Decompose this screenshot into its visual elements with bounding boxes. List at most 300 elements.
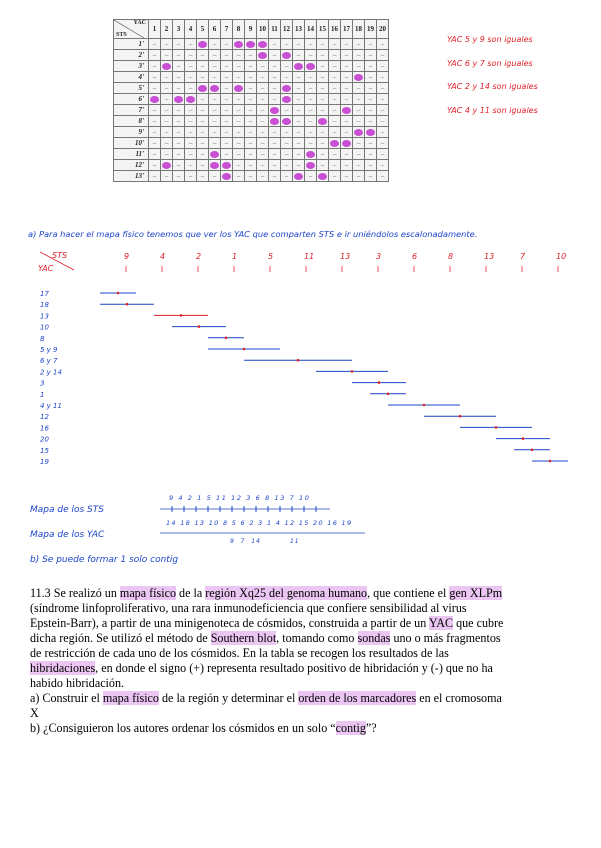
- positive-dot: [210, 162, 219, 169]
- positive-dot: [222, 173, 231, 180]
- sts-hit-marker: [243, 348, 246, 351]
- sts-hit-marker: [297, 359, 300, 362]
- negative-cell: –: [317, 160, 329, 171]
- negative-cell: –: [305, 50, 317, 61]
- negative-cell: –: [245, 61, 257, 72]
- yac-row-label: 5 y 9: [40, 346, 58, 354]
- yac-row-label: 18: [40, 301, 49, 310]
- negative-cell: –: [257, 116, 269, 127]
- negative-cell: –: [293, 138, 305, 149]
- negative-cell: –: [377, 138, 389, 149]
- negative-cell: –: [161, 138, 173, 149]
- row-header: 1': [114, 39, 149, 50]
- problem-line-9: X: [30, 706, 39, 720]
- column-header: 9: [245, 20, 257, 39]
- negative-cell: –: [341, 83, 353, 94]
- negative-cell: –: [281, 171, 293, 182]
- sts-order-label: 6: [412, 252, 418, 261]
- negative-cell: –: [209, 171, 221, 182]
- negative-cell: –: [233, 171, 245, 182]
- positive-cell: [341, 138, 353, 149]
- hybridization-table: [113, 19, 389, 182]
- positive-dot: [306, 63, 315, 70]
- yac-row-label: 19: [40, 458, 49, 466]
- negative-cell: –: [149, 72, 161, 83]
- negative-cell: –: [353, 94, 365, 105]
- positive-dot: [198, 85, 207, 92]
- problem-line-3: [30, 616, 590, 631]
- column-header: 2: [161, 20, 173, 39]
- problem-line-8: [30, 691, 590, 706]
- text: en el cromosoma: [416, 691, 502, 705]
- negative-cell: –: [149, 171, 161, 182]
- negative-cell: –: [209, 105, 221, 116]
- column-header: 8: [233, 20, 245, 39]
- negative-cell: –: [149, 83, 161, 94]
- negative-cell: –: [233, 160, 245, 171]
- column-header: 7: [221, 20, 233, 39]
- problem-line-7: habido hibridación.: [30, 676, 125, 690]
- negative-cell: –: [149, 160, 161, 171]
- negative-cell: –: [209, 116, 221, 127]
- positive-dot: [258, 41, 267, 48]
- negative-cell: –: [305, 83, 317, 94]
- negative-cell: –: [209, 39, 221, 50]
- positive-cell: [305, 160, 317, 171]
- sts-order-label: 3: [376, 252, 382, 261]
- negative-cell: –: [341, 149, 353, 160]
- positive-cell: [281, 83, 293, 94]
- positive-dot: [234, 41, 243, 48]
- positive-cell: [353, 72, 365, 83]
- sts-hit-marker: [531, 449, 534, 452]
- negative-cell: –: [185, 138, 197, 149]
- negative-cell: –: [281, 138, 293, 149]
- positive-cell: [233, 83, 245, 94]
- negative-cell: –: [161, 72, 173, 83]
- negative-cell: –: [173, 83, 185, 94]
- table-row: [114, 171, 389, 182]
- positive-cell: [245, 39, 257, 50]
- yac-row-label: 20: [40, 435, 49, 444]
- negative-cell: –: [185, 39, 197, 50]
- positive-cell: [305, 149, 317, 160]
- positive-dot: [282, 52, 291, 59]
- table-corner: [114, 20, 149, 39]
- sts-hit-marker: [117, 292, 120, 295]
- negative-cell: –: [269, 160, 281, 171]
- positive-cell: [353, 127, 365, 138]
- negative-cell: –: [377, 72, 389, 83]
- positive-dot: [294, 63, 303, 70]
- sts-hit-marker: [459, 415, 462, 418]
- positive-dot: [330, 140, 339, 147]
- negative-cell: –: [197, 116, 209, 127]
- negative-cell: –: [233, 94, 245, 105]
- negative-cell: –: [281, 149, 293, 160]
- negative-cell: –: [257, 72, 269, 83]
- text: Epstein-Barr), a partir de una minigenoteca de cósmidos, construida a partir de un: [30, 616, 429, 630]
- positive-dot: [282, 96, 291, 103]
- section-a-text: a) Para hacer el mapa físico tenemos que ver los YAC que comparten STS e ir uniéndolos escalonadamente.: [28, 229, 478, 239]
- negative-cell: –: [197, 138, 209, 149]
- corner-yac-label: YAC: [133, 20, 146, 26]
- negative-cell: –: [161, 149, 173, 160]
- negative-cell: –: [281, 39, 293, 50]
- negative-cell: –: [293, 72, 305, 83]
- sts-hit-marker: [549, 460, 552, 463]
- positive-dot: [210, 85, 219, 92]
- column-header: 10: [257, 20, 269, 39]
- negative-cell: –: [221, 50, 233, 61]
- column-header: 1: [149, 20, 161, 39]
- negative-cell: –: [161, 83, 173, 94]
- negative-cell: –: [353, 61, 365, 72]
- negative-cell: –: [329, 94, 341, 105]
- text: b) ¿Consiguieron los autores ordenar los cósmidos en un solo “: [30, 721, 336, 735]
- negative-cell: –: [173, 160, 185, 171]
- negative-cell: –: [353, 160, 365, 171]
- negative-cell: –: [185, 50, 197, 61]
- positive-dot: [186, 96, 195, 103]
- negative-cell: –: [365, 138, 377, 149]
- yac-row-label: 2 y 14: [40, 368, 62, 377]
- table-header-row: [114, 20, 389, 39]
- column-header: 12: [281, 20, 293, 39]
- sts-hit-marker: [522, 437, 525, 440]
- text: 11.3 Se realizó un: [30, 586, 120, 600]
- row-header: 6': [114, 94, 149, 105]
- negative-cell: –: [185, 171, 197, 182]
- negative-cell: –: [341, 50, 353, 61]
- negative-cell: –: [257, 138, 269, 149]
- positive-dot: [174, 96, 183, 103]
- table-row: [114, 138, 389, 149]
- negative-cell: –: [245, 149, 257, 160]
- negative-cell: –: [233, 105, 245, 116]
- positive-dot: [282, 85, 291, 92]
- row-header: 8': [114, 116, 149, 127]
- positive-dot: [318, 173, 327, 180]
- negative-cell: –: [173, 39, 185, 50]
- positive-dot: [258, 52, 267, 59]
- negative-cell: –: [329, 127, 341, 138]
- negative-cell: –: [317, 39, 329, 50]
- negative-cell: –: [245, 105, 257, 116]
- row-header: 12': [114, 160, 149, 171]
- positive-cell: [329, 138, 341, 149]
- text: de la: [176, 586, 206, 600]
- negative-cell: –: [173, 171, 185, 182]
- highlight: gen XLPm: [449, 586, 503, 600]
- negative-cell: –: [353, 149, 365, 160]
- problem-line-6: [30, 661, 590, 676]
- negative-cell: –: [377, 50, 389, 61]
- negative-cell: –: [269, 149, 281, 160]
- table-body: [114, 39, 389, 182]
- negative-cell: –: [341, 39, 353, 50]
- table-row: [114, 116, 389, 127]
- positive-dot: [306, 162, 315, 169]
- positive-dot: [150, 96, 159, 103]
- negative-cell: –: [245, 138, 257, 149]
- text: dicha región. Se utilizó el método de: [30, 631, 211, 645]
- positive-cell: [197, 83, 209, 94]
- column-header: 19: [365, 20, 377, 39]
- sts-hit-marker: [378, 381, 381, 384]
- row-header: 5': [114, 83, 149, 94]
- negative-cell: –: [329, 171, 341, 182]
- text: de la región y determinar el: [158, 691, 299, 705]
- negative-cell: –: [149, 116, 161, 127]
- negative-cell: –: [281, 61, 293, 72]
- negative-cell: –: [365, 94, 377, 105]
- negative-cell: –: [173, 61, 185, 72]
- negative-cell: –: [353, 116, 365, 127]
- sts-hit-marker: [126, 303, 129, 306]
- column-header: 3: [173, 20, 185, 39]
- positive-cell: [305, 61, 317, 72]
- negative-cell: –: [221, 39, 233, 50]
- negative-cell: –: [281, 160, 293, 171]
- negative-cell: –: [257, 149, 269, 160]
- positive-dot: [294, 173, 303, 180]
- negative-cell: –: [341, 160, 353, 171]
- negative-cell: –: [233, 72, 245, 83]
- negative-cell: –: [305, 116, 317, 127]
- negative-cell: –: [305, 94, 317, 105]
- negative-cell: –: [197, 149, 209, 160]
- map-yac-axis: [160, 528, 370, 538]
- positive-dot: [222, 162, 231, 169]
- negative-cell: –: [329, 72, 341, 83]
- negative-cell: –: [317, 127, 329, 138]
- text: , que contiene el: [367, 586, 450, 600]
- positive-cell: [281, 50, 293, 61]
- negative-cell: –: [245, 83, 257, 94]
- negative-cell: –: [365, 116, 377, 127]
- negative-cell: –: [353, 39, 365, 50]
- map-sts-axis: [160, 504, 360, 514]
- positive-cell: [257, 50, 269, 61]
- negative-cell: –: [149, 149, 161, 160]
- note-1: YAC 5 y 9 son iguales: [447, 35, 533, 44]
- negative-cell: –: [365, 160, 377, 171]
- column-header: 20: [377, 20, 389, 39]
- text: , tomando como: [276, 631, 358, 645]
- negative-cell: –: [293, 116, 305, 127]
- negative-cell: –: [185, 105, 197, 116]
- table-row: [114, 160, 389, 171]
- table-row: [114, 83, 389, 94]
- negative-cell: –: [377, 149, 389, 160]
- negative-cell: –: [365, 39, 377, 50]
- text: uno o más fragmentos: [390, 631, 501, 645]
- negative-cell: –: [281, 105, 293, 116]
- positive-dot: [282, 118, 291, 125]
- positive-cell: [233, 39, 245, 50]
- sts-order-label: 5: [268, 252, 274, 261]
- negative-cell: –: [161, 116, 173, 127]
- negative-cell: –: [209, 127, 221, 138]
- positive-dot: [270, 107, 279, 114]
- negative-cell: –: [269, 94, 281, 105]
- negative-cell: –: [305, 105, 317, 116]
- sts-order-label: 8: [448, 252, 454, 261]
- negative-cell: –: [245, 160, 257, 171]
- text: ”?: [365, 721, 377, 735]
- negative-cell: –: [365, 83, 377, 94]
- negative-cell: –: [197, 94, 209, 105]
- table-row: [114, 61, 389, 72]
- positive-dot: [198, 41, 207, 48]
- negative-cell: –: [353, 171, 365, 182]
- negative-cell: –: [173, 72, 185, 83]
- positive-cell: [149, 94, 161, 105]
- negative-cell: –: [377, 94, 389, 105]
- negative-cell: –: [329, 50, 341, 61]
- negative-cell: –: [173, 149, 185, 160]
- negative-cell: –: [269, 138, 281, 149]
- positive-dot: [162, 162, 171, 169]
- text: a) Construir el: [30, 691, 103, 705]
- problem-line-4: [30, 631, 590, 646]
- highlight: región Xq25 del genoma humano: [205, 586, 368, 600]
- positive-cell: [317, 171, 329, 182]
- negative-cell: –: [269, 171, 281, 182]
- negative-cell: –: [341, 61, 353, 72]
- negative-cell: –: [269, 83, 281, 94]
- negative-cell: –: [233, 127, 245, 138]
- negative-cell: –: [233, 138, 245, 149]
- negative-cell: –: [329, 39, 341, 50]
- negative-cell: –: [377, 83, 389, 94]
- map-sts-values: 9 4 2 1 5 11 12 3 6 8 13 7 10: [169, 494, 311, 502]
- positive-cell: [293, 171, 305, 182]
- section-b-text: b) Se puede formar 1 solo contig: [30, 555, 179, 565]
- column-header: 5: [197, 20, 209, 39]
- column-header: 14: [305, 20, 317, 39]
- positive-dot: [306, 151, 315, 158]
- corner-sts-label: STS: [116, 32, 127, 38]
- table-row: [114, 50, 389, 61]
- negative-cell: –: [149, 105, 161, 116]
- negative-cell: –: [221, 94, 233, 105]
- negative-cell: –: [269, 50, 281, 61]
- positive-cell: [293, 61, 305, 72]
- negative-cell: –: [221, 72, 233, 83]
- physical-map: [0, 245, 601, 485]
- sts-order-label: 13: [340, 252, 351, 261]
- negative-cell: –: [317, 83, 329, 94]
- yac-row-label: 12: [40, 413, 49, 422]
- positive-cell: [221, 171, 233, 182]
- problem-line-2: (síndrome linfoproliferativo, una rara inmunodeficiencia que confiere sensibilidad al virus: [30, 601, 467, 615]
- note-4: YAC 4 y 11 son iguales: [447, 106, 538, 115]
- negative-cell: –: [197, 50, 209, 61]
- positive-cell: [161, 61, 173, 72]
- negative-cell: –: [329, 160, 341, 171]
- negative-cell: –: [377, 171, 389, 182]
- yac-row-label: 3: [40, 379, 45, 388]
- yac-row-label: 17: [40, 290, 49, 298]
- table-row: [114, 39, 389, 50]
- negative-cell: –: [365, 50, 377, 61]
- column-header: 18: [353, 20, 365, 39]
- positive-dot: [234, 85, 243, 92]
- positive-dot: [354, 129, 363, 136]
- negative-cell: –: [221, 127, 233, 138]
- negative-cell: –: [365, 105, 377, 116]
- yac-row-label: 13: [40, 312, 49, 321]
- highlight: YAC: [428, 616, 454, 630]
- negative-cell: –: [185, 149, 197, 160]
- positive-cell: [281, 94, 293, 105]
- column-header: 15: [317, 20, 329, 39]
- negative-cell: –: [257, 171, 269, 182]
- negative-cell: –: [317, 50, 329, 61]
- negative-cell: –: [197, 160, 209, 171]
- map-yac-values: 14 18 13 10 8 5 6 2 3 1 4 12 15 20 16 19: [166, 519, 353, 527]
- yac-row-label: 10: [40, 323, 49, 332]
- negative-cell: –: [197, 72, 209, 83]
- highlight: Southern blot: [210, 631, 277, 645]
- negative-cell: –: [293, 94, 305, 105]
- negative-cell: –: [365, 149, 377, 160]
- negative-cell: –: [185, 72, 197, 83]
- row-header: 7': [114, 105, 149, 116]
- negative-cell: –: [269, 39, 281, 50]
- negative-cell: –: [245, 116, 257, 127]
- highlight: mapa físico: [119, 586, 176, 600]
- column-header: 11: [269, 20, 281, 39]
- negative-cell: –: [185, 61, 197, 72]
- negative-cell: –: [293, 39, 305, 50]
- negative-cell: –: [185, 116, 197, 127]
- negative-cell: –: [185, 83, 197, 94]
- negative-cell: –: [257, 83, 269, 94]
- negative-cell: –: [341, 116, 353, 127]
- negative-cell: –: [257, 105, 269, 116]
- highlight: mapa físico: [102, 691, 159, 705]
- problem-line-5: de restricción de cada uno de los cósmidos. En la tabla se recogen los resultados de las: [30, 646, 449, 660]
- negative-cell: –: [341, 72, 353, 83]
- negative-cell: –: [197, 127, 209, 138]
- negative-cell: –: [161, 94, 173, 105]
- sts-order-label: 2: [196, 252, 202, 261]
- sts-order-label: 4: [160, 252, 166, 261]
- negative-cell: –: [161, 171, 173, 182]
- sts-hit-marker: [495, 426, 498, 429]
- negative-cell: –: [377, 160, 389, 171]
- positive-cell: [269, 116, 281, 127]
- negative-cell: –: [233, 61, 245, 72]
- negative-cell: –: [173, 127, 185, 138]
- positive-cell: [365, 127, 377, 138]
- negative-cell: –: [197, 171, 209, 182]
- sts-order-label: 10: [556, 252, 567, 261]
- note-3: YAC 2 y 14 son iguales: [447, 82, 538, 91]
- positive-cell: [221, 160, 233, 171]
- negative-cell: –: [221, 83, 233, 94]
- negative-cell: –: [353, 138, 365, 149]
- negative-cell: –: [173, 138, 185, 149]
- positive-cell: [269, 105, 281, 116]
- negative-cell: –: [317, 105, 329, 116]
- negative-cell: –: [293, 160, 305, 171]
- table-row: [114, 72, 389, 83]
- negative-cell: –: [257, 127, 269, 138]
